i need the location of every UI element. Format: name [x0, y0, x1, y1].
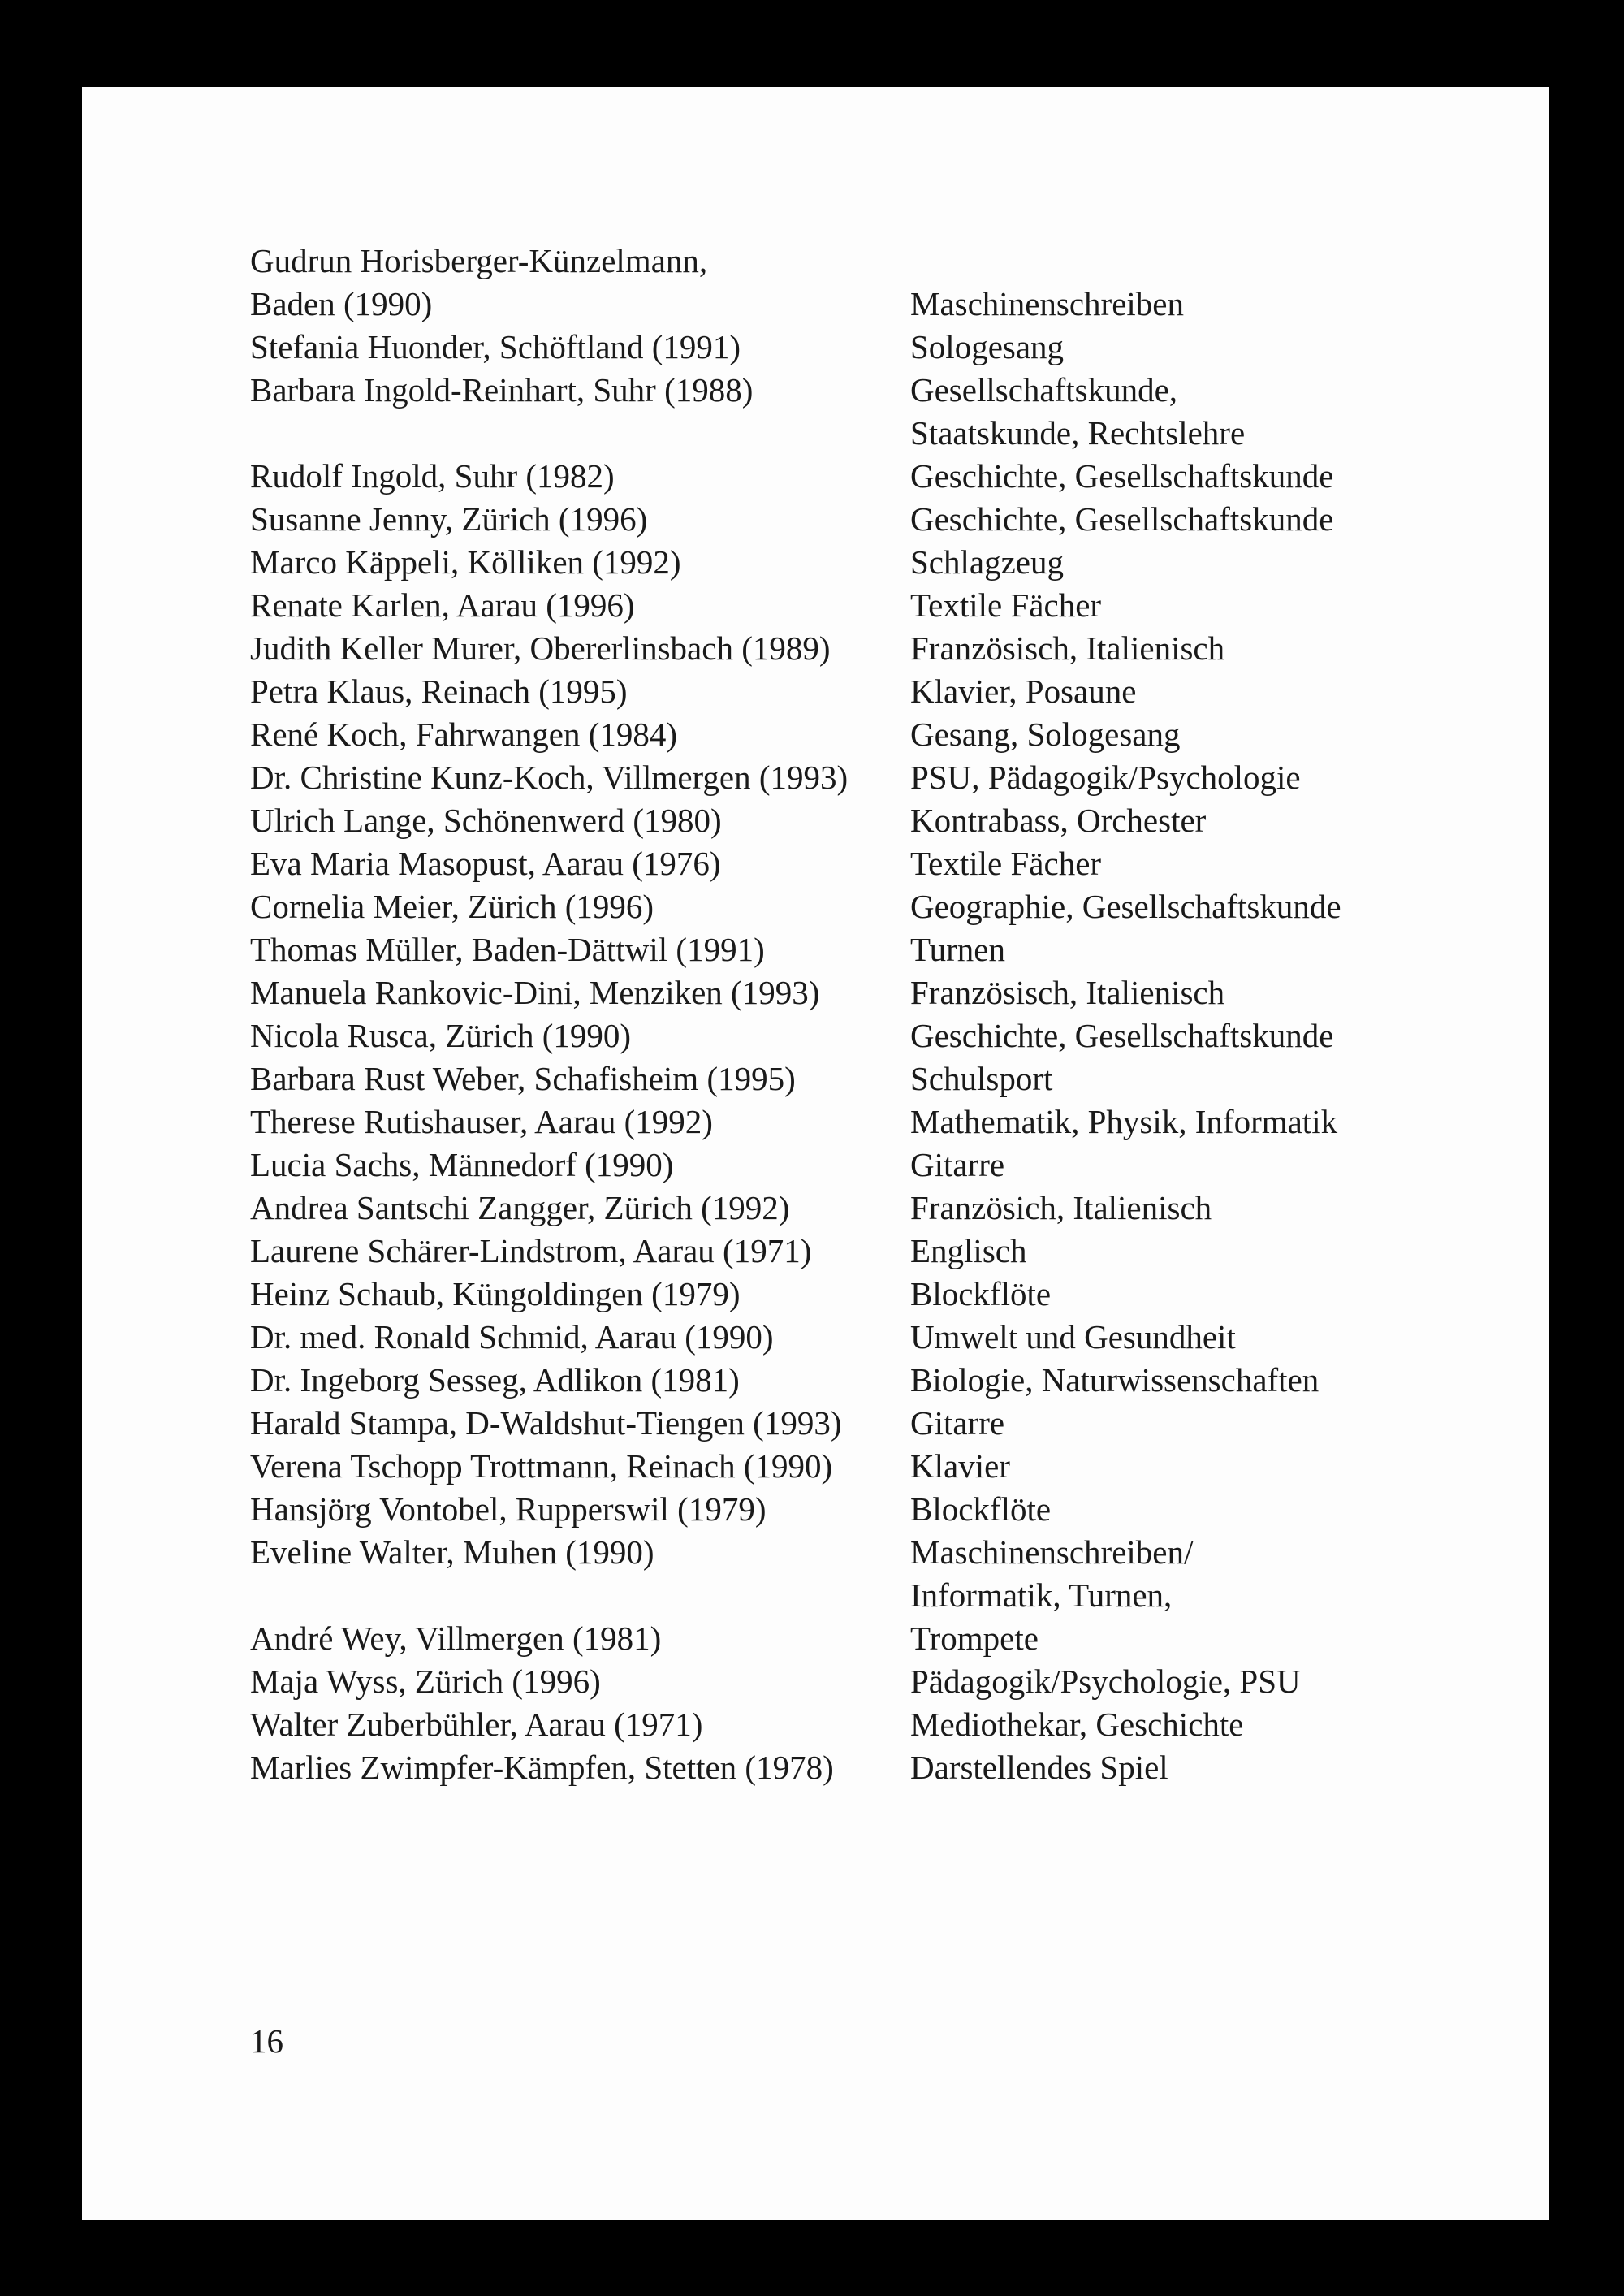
teacher-name: Gudrun Horisberger-Künzelmann, — [250, 242, 708, 279]
list-item — [250, 326, 1468, 369]
teacher-name: Walter Zuberbühler, Aarau (1971) — [250, 1706, 703, 1743]
teacher-subject: Umwelt und Gesundheit — [910, 1318, 1236, 1356]
list-item — [250, 1660, 1468, 1703]
teacher-name: Judith Keller Murer, Obererlinsbach (1989) — [250, 629, 831, 667]
teacher-name: Dr. med. Ronald Schmid, Aarau (1990) — [250, 1318, 774, 1356]
teacher-subject: Maschinenschreiben — [910, 285, 1184, 322]
teacher-name: Petra Klaus, Reinach (1995) — [250, 672, 628, 710]
list-item — [250, 1746, 1468, 1789]
list-item — [250, 283, 1468, 326]
list-item — [250, 670, 1468, 713]
teacher-subject: Geographie, Gesellschaftskunde — [910, 888, 1341, 925]
list-item — [250, 1316, 1468, 1359]
list-item — [250, 240, 1468, 283]
teacher-name: Lucia Sachs, Männedorf (1990) — [250, 1146, 674, 1183]
page-number: 16 — [250, 2022, 283, 2060]
teacher-name: Renate Karlen, Aarau (1996) — [250, 586, 635, 624]
teacher-subject: PSU, Pädagogik/Psychologie — [910, 759, 1301, 796]
teacher-subject: Textile Fächer — [910, 586, 1102, 624]
teacher-name: Maja Wyss, Zürich (1996) — [250, 1663, 601, 1700]
list-item — [250, 1703, 1468, 1746]
teacher-name: Barbara Rust Weber, Schafisheim (1995) — [250, 1060, 796, 1097]
teacher-name: Stefania Huonder, Schöftland (1991) — [250, 328, 741, 365]
list-item — [250, 1445, 1468, 1488]
teacher-name: Heinz Schaub, Küngoldingen (1979) — [250, 1275, 741, 1312]
list-item — [250, 1273, 1468, 1316]
list-item — [250, 971, 1468, 1014]
teacher-name: Eva Maria Masopust, Aarau (1976) — [250, 845, 721, 882]
teacher-subject: Blockflöte — [910, 1490, 1052, 1528]
teacher-name: Hansjörg Vontobel, Rupperswil (1979) — [250, 1490, 767, 1528]
teacher-subject: Turnen — [910, 931, 1005, 968]
teacher-subject: Gitarre — [910, 1146, 1005, 1183]
teacher-list — [250, 240, 1468, 1789]
teacher-subject: Darstellendes Spiel — [910, 1749, 1168, 1786]
list-item — [250, 1488, 1468, 1531]
teacher-name: Susanne Jenny, Zürich (1996) — [250, 500, 648, 538]
list-item — [250, 713, 1468, 756]
teacher-subject: Sologesang — [910, 328, 1065, 365]
list-item — [250, 1100, 1468, 1144]
list-item — [250, 885, 1468, 928]
teacher-subject: Geschichte, Gesellschaftskunde — [910, 500, 1334, 538]
teacher-name: Dr. Ingeborg Sesseg, Adlikon (1981) — [250, 1361, 740, 1399]
list-item — [250, 541, 1468, 584]
teacher-subject: Pädagogik/Psychologie, PSU — [910, 1663, 1301, 1700]
list-item — [250, 584, 1468, 627]
list-item — [250, 1531, 1468, 1574]
teacher-subject: Französisch, Italienisch — [910, 974, 1225, 1011]
teacher-name: Marlies Zwimpfer-Kämpfen, Stetten (1978) — [250, 1749, 834, 1786]
list-item — [250, 1402, 1468, 1445]
list-item — [250, 1144, 1468, 1187]
teacher-subject: Klavier — [910, 1447, 1010, 1485]
teacher-name: René Koch, Fahrwangen (1984) — [250, 716, 678, 753]
teacher-subject: Informatik, Turnen, — [910, 1576, 1173, 1614]
teacher-subject: Gitarre — [910, 1404, 1005, 1442]
teacher-name: Verena Tschopp Trottmann, Reinach (1990) — [250, 1447, 833, 1485]
teacher-subject: Biologie, Naturwissenschaften — [910, 1361, 1320, 1399]
list-item — [250, 1014, 1468, 1057]
teacher-subject: Geschichte, Gesellschaftskunde — [910, 1017, 1334, 1054]
teacher-subject: Mathematik, Physik, Informatik — [910, 1103, 1338, 1140]
list-item — [250, 799, 1468, 842]
list-item — [250, 627, 1468, 670]
teacher-name: Ulrich Lange, Schönenwerd (1980) — [250, 802, 722, 839]
teacher-subject: Schulsport — [910, 1060, 1053, 1097]
teacher-subject: Englisch — [910, 1232, 1027, 1269]
teacher-subject: Textile Fächer — [910, 845, 1102, 882]
teacher-subject: Blockflöte — [910, 1275, 1052, 1312]
teacher-subject: Maschinenschreiben/ — [910, 1533, 1194, 1571]
list-item — [250, 498, 1468, 541]
list-item — [250, 412, 1468, 455]
teacher-subject: Französisch, Italienisch — [910, 629, 1225, 667]
teacher-subject: Geschichte, Gesellschaftskunde — [910, 457, 1334, 495]
list-item — [250, 756, 1468, 799]
teacher-name: Baden (1990) — [250, 285, 433, 322]
list-item — [250, 1359, 1468, 1402]
teacher-name: Andrea Santschi Zangger, Zürich (1992) — [250, 1189, 790, 1226]
list-item — [250, 1230, 1468, 1273]
list-item — [250, 369, 1468, 412]
teacher-subject: Mediothekar, Geschichte — [910, 1706, 1244, 1743]
teacher-name: Barbara Ingold-Reinhart, Suhr (1988) — [250, 371, 754, 409]
teacher-name: Dr. Christine Kunz-Koch, Villmergen (1993) — [250, 759, 849, 796]
list-item — [250, 1574, 1468, 1617]
teacher-name: Marco Käppeli, Kölliken (1992) — [250, 543, 681, 581]
document-page — [82, 87, 1549, 2220]
teacher-subject: Klavier, Posaune — [910, 672, 1137, 710]
teacher-subject: Kontrabass, Orchester — [910, 802, 1207, 839]
teacher-name: André Wey, Villmergen (1981) — [250, 1619, 662, 1657]
teacher-name: Nicola Rusca, Zürich (1990) — [250, 1017, 632, 1054]
teacher-name: Laurene Schärer-Lindstrom, Aarau (1971) — [250, 1232, 812, 1269]
list-item — [250, 1617, 1468, 1660]
teacher-subject: Staatskunde, Rechtslehre — [910, 414, 1246, 452]
list-item — [250, 1187, 1468, 1230]
teacher-name: Eveline Walter, Muhen (1990) — [250, 1533, 654, 1571]
teacher-name: Rudolf Ingold, Suhr (1982) — [250, 457, 615, 495]
teacher-name: Thomas Müller, Baden-Dättwil (1991) — [250, 931, 765, 968]
teacher-name: Harald Stampa, D-Waldshut-Tiengen (1993) — [250, 1404, 842, 1442]
list-item — [250, 842, 1468, 885]
teacher-subject: Trompete — [910, 1619, 1039, 1657]
teacher-name: Therese Rutishauser, Aarau (1992) — [250, 1103, 713, 1140]
teacher-name: Cornelia Meier, Zürich (1996) — [250, 888, 654, 925]
teacher-name: Manuela Rankovic-Dini, Menziken (1993) — [250, 974, 820, 1011]
list-item — [250, 455, 1468, 498]
teacher-subject: Gesellschaftskunde, — [910, 371, 1178, 409]
list-item — [250, 928, 1468, 971]
teacher-subject: Gesang, Sologesang — [910, 716, 1181, 753]
teacher-subject: Schlagzeug — [910, 543, 1064, 581]
list-item — [250, 1057, 1468, 1100]
teacher-subject: Französich, Italienisch — [910, 1189, 1212, 1226]
